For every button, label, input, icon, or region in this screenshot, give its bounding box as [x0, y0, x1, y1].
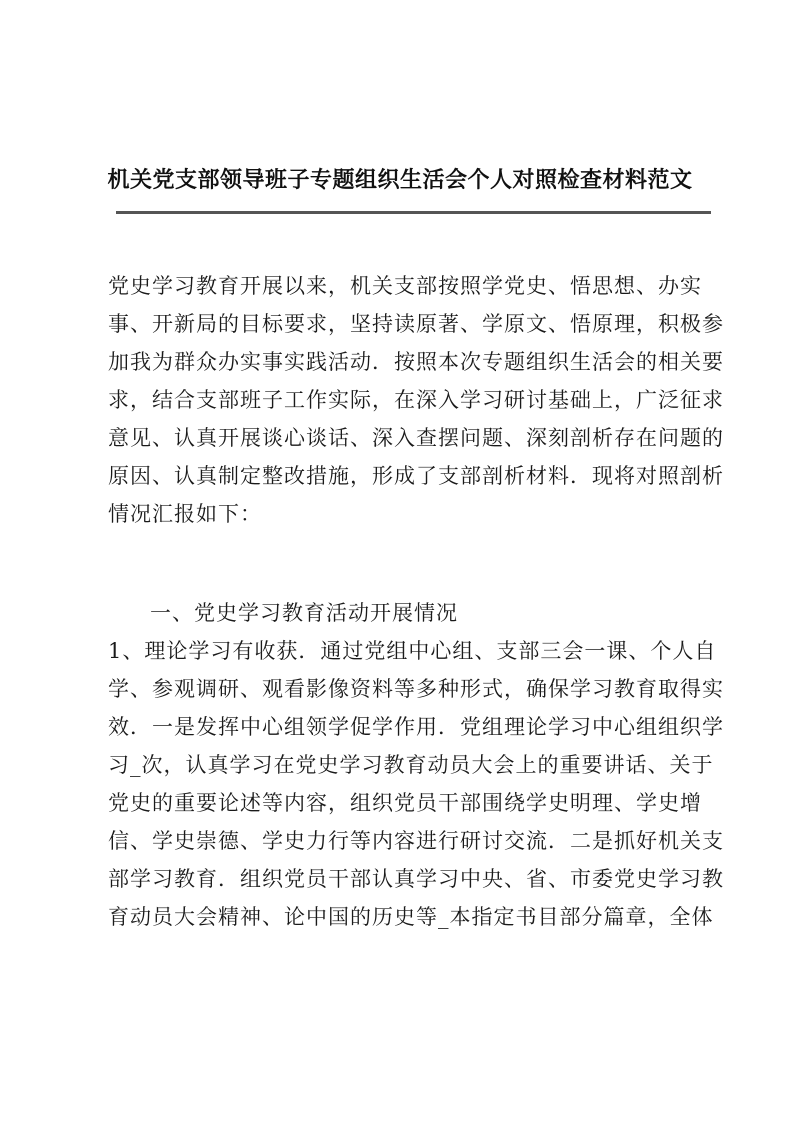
section-line: 1、理论学习有收获．通过党组中心组、支部三会一课、个人自 — [108, 639, 717, 663]
intro-line: 情况汇报如下： — [108, 502, 262, 526]
intro-line: 求，结合支部班子工作实际，在深入学习研讨基础上，广泛征求 — [108, 388, 724, 412]
document-title: 机关党支部领导班子专题组织生活会个人对照检查材料范文 — [107, 167, 693, 193]
section-line: 信、学史崇德、学史力行等内容进行研讨交流．二是抓好机关支 — [108, 829, 724, 853]
intro-line: 意见、认真开展谈心谈话、深入查摆问题、深刻剖析存在问题的 — [108, 426, 724, 450]
title-divider — [116, 211, 711, 214]
section-line: 党史的重要论述等内容，组织党员干部围绕学史明理、学史增 — [108, 791, 702, 815]
section-line: 育动员大会精神、论中国的历史等_本指定书目部分篇章，全体 — [108, 905, 714, 929]
section-line: 部学习教育．组织党员干部认真学习中央、省、市委党史学习教 — [108, 867, 724, 891]
section-line: 学、参观调研、观看影像资料等多种形式，确保学习教育取得实 — [108, 677, 724, 701]
intro-line: 事、开新局的目标要求，坚持读原著、学原文、悟原理，积极参 — [108, 312, 724, 336]
section-heading: 一、党史学习教育活动开展情况 — [150, 601, 458, 625]
intro-line: 加我为群众办实事实践活动．按照本次专题组织生活会的相关要 — [108, 350, 724, 374]
section-line: 效．一是发挥中心组领学促学作用．党组理论学习中心组组织学 — [108, 715, 724, 739]
section-line: 习_次，认真学习在党史学习教育动员大会上的重要讲话、关于 — [108, 753, 714, 777]
intro-line: 原因、认真制定整改措施，形成了支部剖析材料．现将对照剖析 — [108, 464, 724, 488]
intro-line: 党史学习教育开展以来，机关支部按照学党史、悟思想、办实 — [108, 274, 702, 298]
